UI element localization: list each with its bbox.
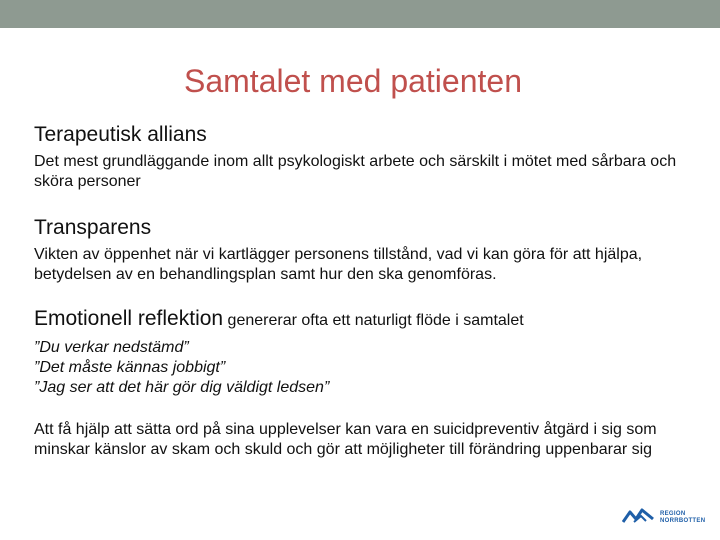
quote-item: ”Du verkar nedstämd” [34,339,189,356]
top-bar [0,0,720,28]
section-heading: Terapeutisk allians [34,123,207,146]
logo-line-2: NORRBOTTEN [660,518,706,524]
section-terapeutisk-allians [34,122,694,192]
section-heading-line [34,306,694,334]
section-heading: Emotionell reflektion [34,307,224,330]
section-text: Det mest grundläggande inom allt psykologiskt arbete och särskilt i mötet med sårbara och sköra personer [34,153,677,190]
section-heading-tail: genererar ofta ett naturligt flöde i samtalet [223,312,524,329]
closing-text: Att få hjälp att sätta ord på sina upplevelser kan vara en suicidpreventiv åtgärd i sig som minskar känslor av skam och skuld och gör att möjligheter till förändring uppenbarar sig [34,421,657,458]
region-norrbotten-logo [622,507,712,529]
logo-text [660,511,705,525]
section-transparens [34,215,694,285]
logo-line-1: REGION [660,511,686,517]
slide-body [34,122,694,460]
section-heading: Transparens [34,216,152,239]
section-text: Vikten av öppenhet när vi kartlägger personens tillstånd, vad vi kan göra för att hjälpa, betydelsen av en behandlingsplan samt hur den ska genomföras. [34,246,643,283]
quote-item: ”Jag ser att det här gör dig väldigt ledsen” [34,379,330,396]
quote-list [34,338,694,398]
quote-item: ”Det måste kännas jobbigt” [34,359,226,376]
region-norrbotten-logo-icon [622,507,654,530]
section-emotionell-reflektion [34,306,694,398]
slide-title: Samtalet med patienten [184,63,522,99]
